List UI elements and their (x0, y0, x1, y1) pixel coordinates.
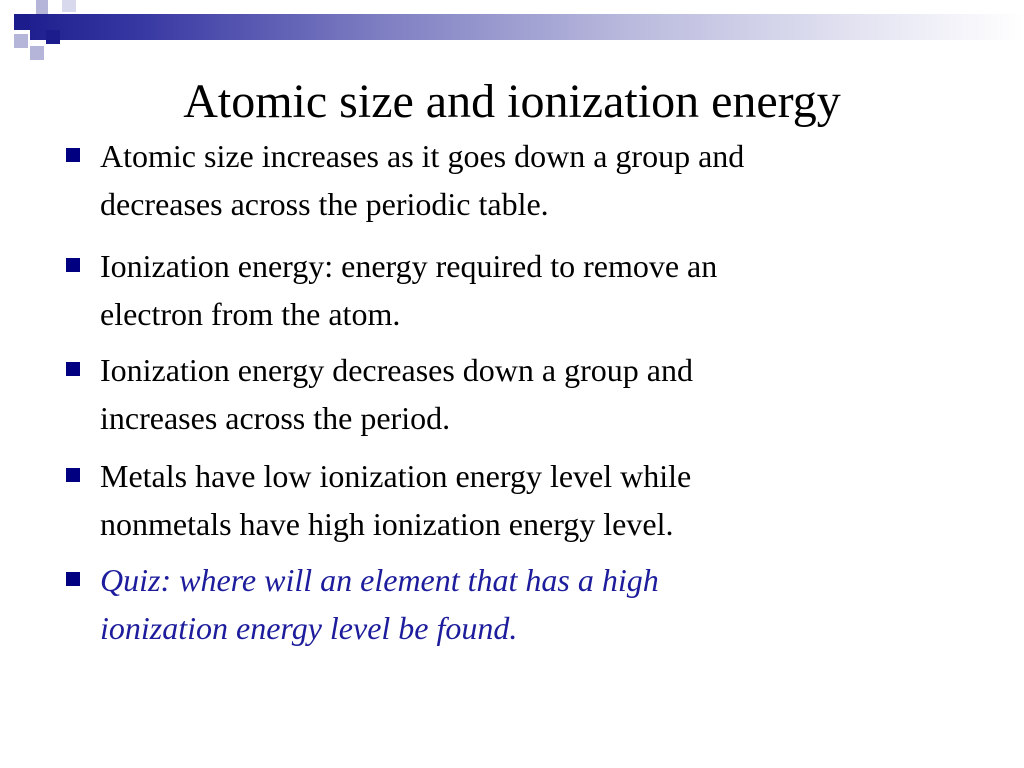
header-gradient-bar (30, 14, 1024, 40)
decorative-square (36, 0, 48, 14)
bullet-line: Metals have low ionization energy level while (100, 458, 692, 494)
bullet-line: electron from the atom. (100, 296, 401, 332)
bullet-line: ionization energy level be found. (100, 610, 518, 646)
bullet-text (100, 132, 940, 228)
bullet-line: Ionization energy decreases down a group and (100, 352, 693, 388)
decorative-square (46, 30, 60, 44)
bullet-line: decreases across the periodic table. (100, 186, 549, 222)
square-bullet-icon (66, 362, 80, 376)
bullet-text (100, 452, 940, 548)
decorative-square (30, 46, 44, 60)
decorative-square (62, 0, 76, 12)
square-bullet-icon (66, 572, 80, 586)
slide-title: Atomic size and ionization energy (183, 75, 841, 128)
bullet-line: Ionization energy: energy required to remove an (100, 248, 718, 284)
square-bullet-icon (66, 258, 80, 272)
bullet-text (100, 346, 940, 442)
bullet-text (100, 242, 940, 338)
decorative-square (14, 34, 28, 48)
quiz-text (100, 556, 940, 652)
square-bullet-icon (66, 148, 80, 162)
bullet-line: Atomic size increases as it goes down a group and (100, 138, 745, 174)
decorative-square (14, 14, 30, 30)
bullet-line: nonmetals have high ionization energy level. (100, 506, 674, 542)
bullet-line: increases across the period. (100, 400, 451, 436)
bullet-line: Quiz: where will an element that has a high (100, 562, 659, 598)
square-bullet-icon (66, 468, 80, 482)
